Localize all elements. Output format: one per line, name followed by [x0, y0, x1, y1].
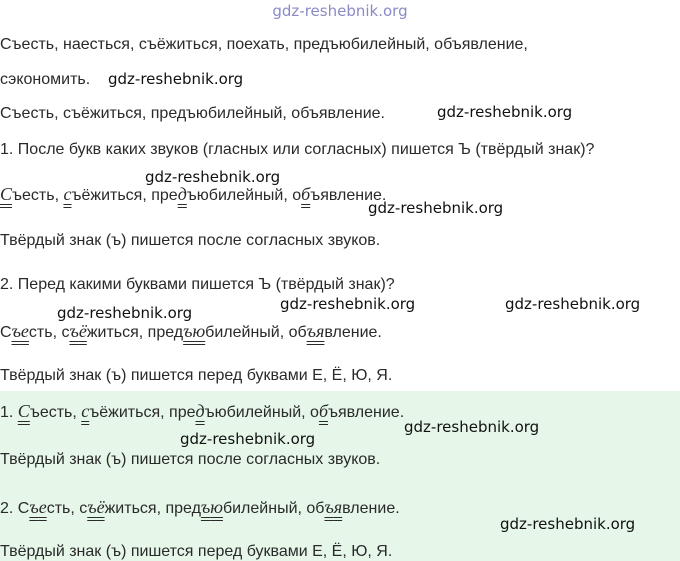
question-1: 1. После букв каких звуков (гласных или согласных) пишется Ъ (твёрдый знак)?	[0, 141, 595, 158]
question-2: 2. Перед какими буквами пишется Ъ (твёрдый знак)?	[0, 276, 395, 293]
watermark: gdz-reshebnik.org	[57, 304, 193, 322]
selected-words-line: Съесть, съёжиться, предъюбилейный, объявление.	[0, 105, 385, 122]
word-list-line-1: Съесть, наесться, съёжиться, поехать, предъюбилейный, объявление,	[0, 36, 528, 53]
summary-answer-2-rule: Твёрдый знак (ъ) пишется перед буквами Е, Ё, Ю, Я.	[0, 543, 393, 560]
watermark: gdz-reshebnik.org	[180, 430, 316, 448]
watermark: gdz-reshebnik.org	[280, 295, 416, 313]
summary-answer-1-words: 1. Съесть, съёжиться, предъюбилейный, объявление.	[0, 401, 405, 421]
watermark: gdz-reshebnik.org	[500, 515, 636, 533]
watermark: gdz-reshebnik.org	[404, 418, 540, 436]
word-list-line-2: сэкономить.	[0, 71, 91, 88]
watermark: gdz-reshebnik.org	[368, 199, 504, 217]
watermark: gdz-reshebnik.org	[145, 168, 281, 186]
watermark: gdz-reshebnik.org	[437, 103, 573, 121]
summary-answer-2-words: 2. Съесть, съёжиться, предъюбилейный, объявление.	[0, 497, 400, 517]
answer-1-words: Съесть, съёжиться, предъюбилейный, объявление.	[0, 184, 387, 204]
answer-2-words: Съесть, съёжиться, предъюбилейный, объявление.	[0, 321, 382, 341]
answer-1-rule: Твёрдый знак (ъ) пишется после согласных звуков.	[0, 232, 381, 249]
watermark: gdz-reshebnik.org	[108, 70, 244, 88]
top-watermark: gdz-reshebnik.org	[272, 2, 408, 20]
summary-answer-1-rule: Твёрдый знак (ъ) пишется после согласных звуков.	[0, 451, 381, 468]
watermark: gdz-reshebnik.org	[505, 295, 641, 313]
answer-2-rule: Твёрдый знак (ъ) пишется перед буквами Е, Ё, Ю, Я.	[0, 367, 393, 384]
